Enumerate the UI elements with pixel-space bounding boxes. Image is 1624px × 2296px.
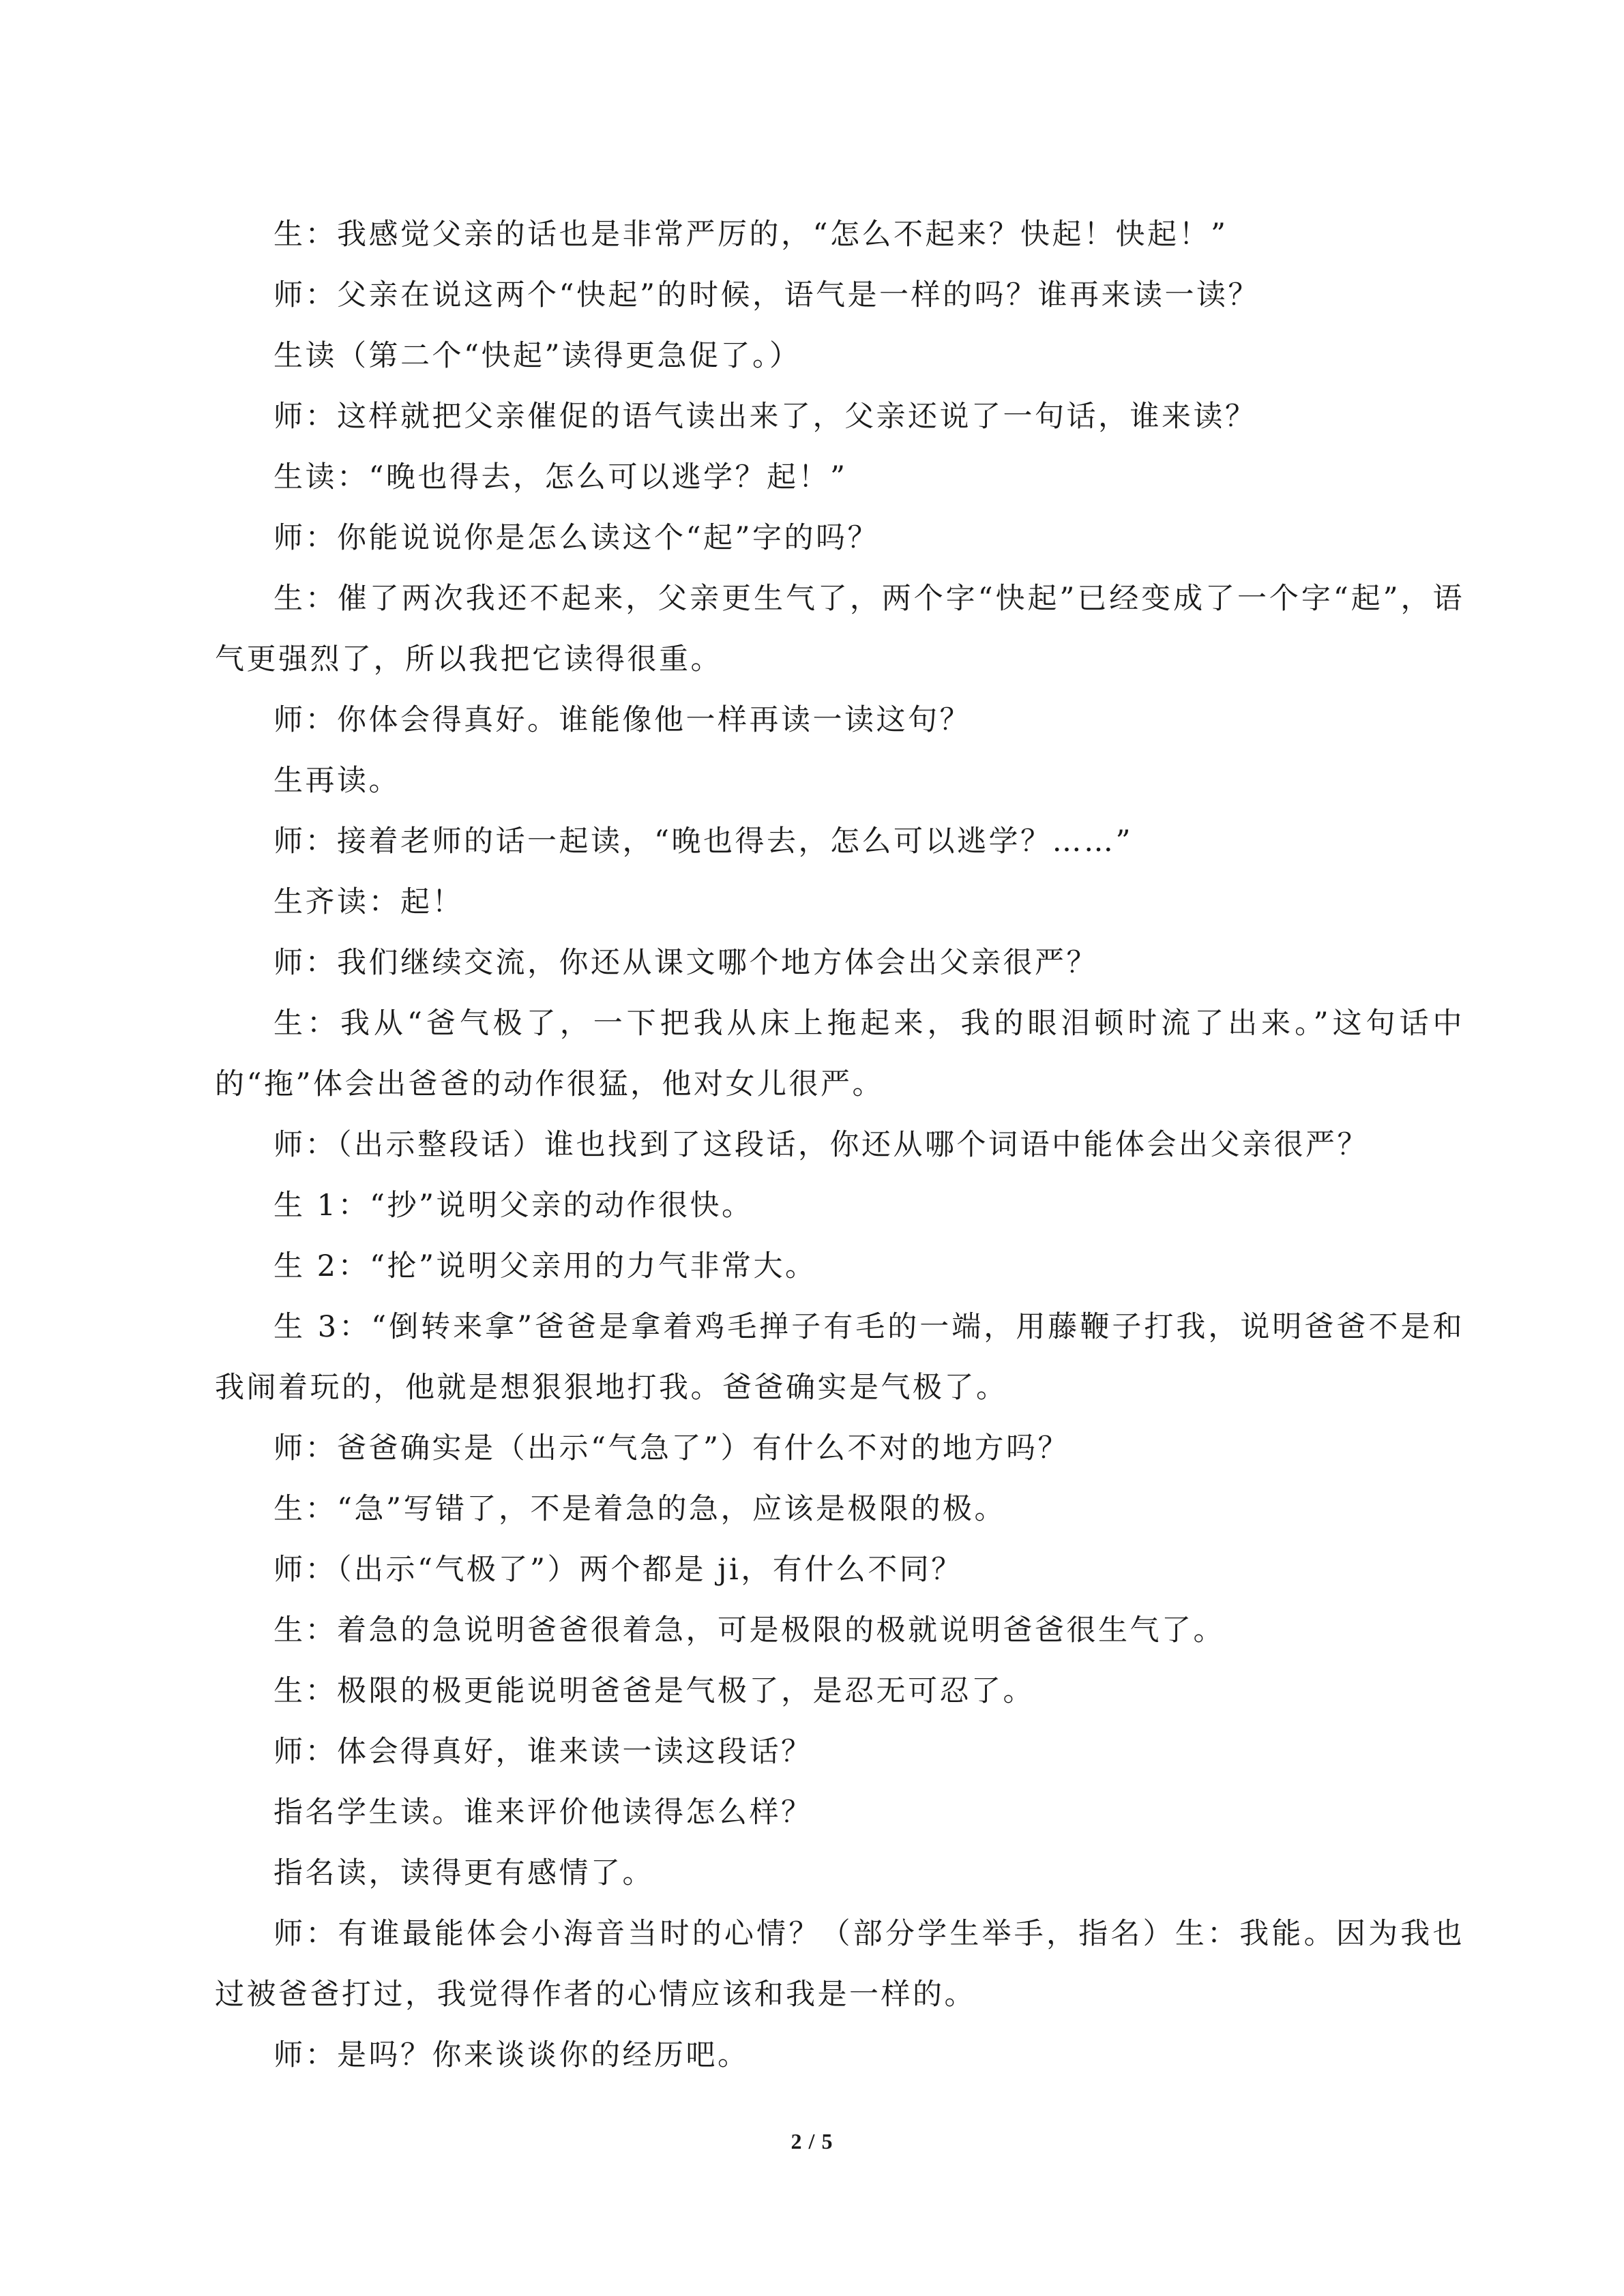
- paragraph: 生：“急”写错了，不是着急的急，应该是极限的极。: [274, 1492, 1006, 1526]
- paragraph: 生：我感觉父亲的话也是非常严厉的，“怎么不起来？快起！快起！”: [274, 218, 1228, 252]
- paragraph: 生再读。: [274, 764, 400, 798]
- paragraph: 师：我们继续交流，你还从课文哪个地方体会出父亲很严？: [274, 946, 1098, 980]
- paragraph: 师：你能说说你是怎么读这个“起”字的吗？: [274, 521, 879, 555]
- paragraph: 生：我从“爸气极了，一下把我从床上拖起来，我的眼泪顿时流了出来。”这句话中的“拖”体会出爸爸的动作很猛，他对女儿很严。: [215, 1007, 1464, 1101]
- paragraph: 生：着急的急说明爸爸很着急，可是极限的极就说明爸爸很生气了。: [274, 1613, 1225, 1648]
- paragraph: 指名学生读。谁来评价他读得怎么样？: [274, 1795, 813, 1830]
- paragraph: 生 1：“抄”说明父亲的动作很快。: [274, 1189, 754, 1223]
- paragraph: 生读（第二个“快起”读得更急促了。）: [274, 339, 801, 373]
- paragraph: 师：体会得真好，谁来读一读这段话？: [274, 1735, 813, 1769]
- paragraph: 师：这样就把父亲催促的语气读出来了，父亲还说了一句话，谁来读？: [274, 400, 1257, 434]
- paragraph: 生齐读：起！: [274, 885, 464, 919]
- paragraph: 生读：“晚也得去，怎么可以逃学？起！”: [274, 460, 848, 494]
- paragraph: 师：是吗？你来谈谈你的经历吧。: [274, 2038, 750, 2072]
- paragraph: 师：父亲在说这两个“快起”的时候，语气是一样的吗？谁再来读一读？: [274, 278, 1260, 312]
- page-number: 2 / 5: [791, 2129, 833, 2153]
- paragraph: 生 2：“抡”说明父亲用的力气非常大。: [274, 1249, 817, 1283]
- paragraph: 生：极限的极更能说明爸爸是气极了，是忍无可忍了。: [274, 1674, 1035, 1708]
- paragraph: 指名读，读得更有感情了。: [274, 1856, 654, 1890]
- paragraph: 师：接着老师的话一起读，“晚也得去，怎么可以逃学？……”: [274, 824, 1133, 859]
- document-body: [215, 205, 1464, 2086]
- paragraph: 师：有谁最能体会小海音当时的心情？（部分学生举手，指名）生：我能。因为我也过被爸爸打过，我觉得作者的心情应该和我是一样的。: [215, 1917, 1464, 2012]
- paragraph: 师：你体会得真好。谁能像他一样再读一读这句？: [274, 703, 971, 737]
- paragraph: 师：爸爸确实是（出示“气急了”）有什么不对的地方吗？: [274, 1431, 1069, 1465]
- paragraph: 生：催了两次我还不起来，父亲更生气了，两个字“快起”已经变成了一个字“起”，语气更强烈了，所以我把它读得很重。: [215, 582, 1464, 676]
- paragraph: 师：（出示“气极了”）两个都是 ji，有什么不同？: [274, 1553, 963, 1587]
- paragraph: 生 3：“倒转来拿”爸爸是拿着鸡毛掸子有毛的一端，用藤鞭子打我，说明爸爸不是和我闹着玩的，他就是想狠狠地打我。爸爸确实是气极了。: [215, 1310, 1464, 1405]
- paragraph: 师：（出示整段话）谁也找到了这段话，你还从哪个词语中能体会出父亲很严？: [274, 1128, 1369, 1162]
